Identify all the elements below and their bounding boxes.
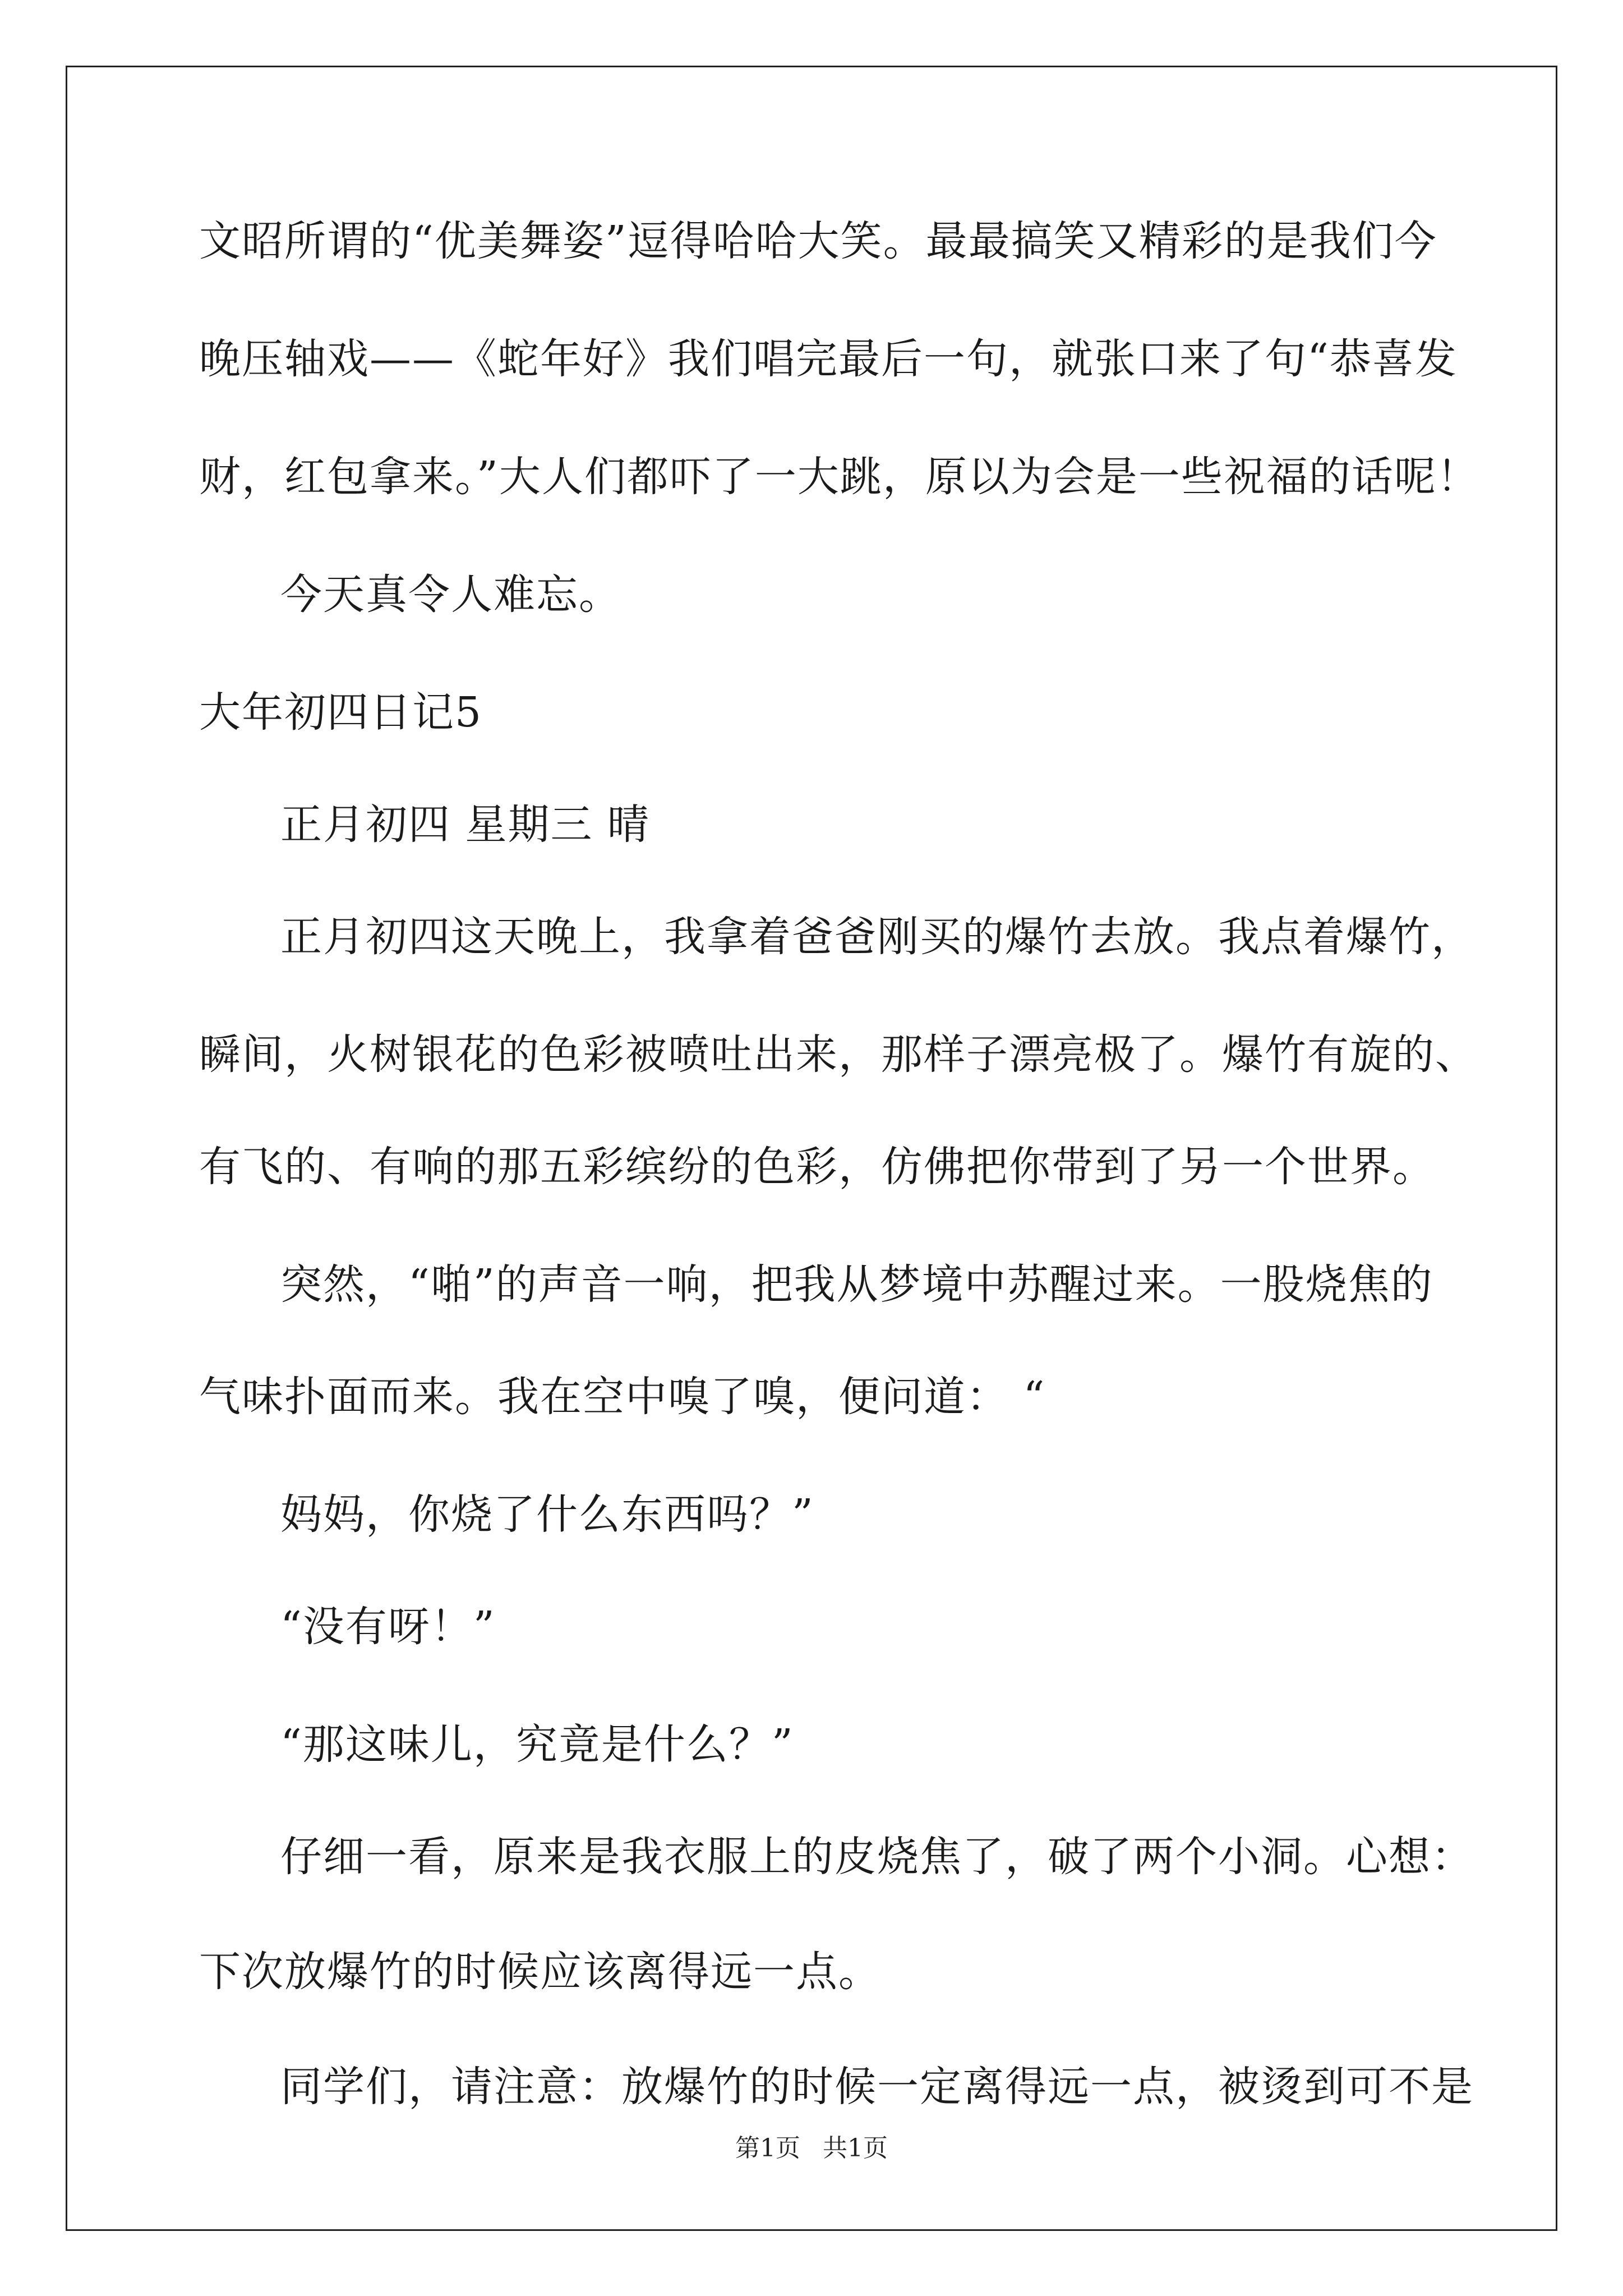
text-line: 仔细一看，原来是我衣服上的皮烧焦了，破了两个小洞。心想： [280, 1833, 1474, 1881]
text-line: 同学们，请注意：放爆竹的时候一定离得远一点，被烫到可不是 [280, 2063, 1474, 2111]
text-line: “那这味儿，究竟是什么？” [280, 1720, 794, 1769]
date-line: 正月初四 星期三 晴 [280, 800, 651, 849]
page-number: 第1页 [735, 2134, 800, 2162]
page-total: 共1页 [823, 2134, 888, 2162]
text-line: 瞬间，火树银花的色彩被喷吐出来，那样子漂亮极了。爆竹有旋的、 [199, 1030, 1478, 1079]
text-line: “没有呀！” [280, 1603, 496, 1651]
section-heading: 大年初四日记5 [199, 688, 483, 737]
text-line: 下次放爆竹的时候应该离得远一点。 [199, 1948, 881, 1996]
text-line: 文昭所谓的“优美舞姿”逗得哈哈大笑。最最搞笑又精彩的是我们今 [199, 217, 1437, 265]
text-line: 今天真令人难忘。 [280, 570, 621, 619]
text-line: 有飞的、有响的那五彩缤纷的色彩，仿佛把你带到了另一个世界。 [199, 1143, 1435, 1191]
page-footer [0, 2132, 1623, 2165]
text-line: 正月初四这天晚上，我拿着爸爸刚买的爆竹去放。我点着爆竹， [280, 913, 1474, 961]
text-line: 晚压轴戏——《蛇年好》我们唱完最后一句，就张口来了句“恭喜发 [199, 335, 1458, 383]
text-line: 气味扑面而来。我在空中嗅了嗅，便问道： “ [199, 1373, 1046, 1421]
text-line: 突然，“啪”的声音一响，把我从梦境中苏醒过来。一股烧焦的 [280, 1260, 1433, 1309]
text-line: 财，红包拿来。”大人们都吓了一大跳，原以为会是一些祝福的话呢！ [199, 453, 1479, 501]
text-line: 妈妈，你烧了什么东西吗？” [280, 1490, 814, 1539]
